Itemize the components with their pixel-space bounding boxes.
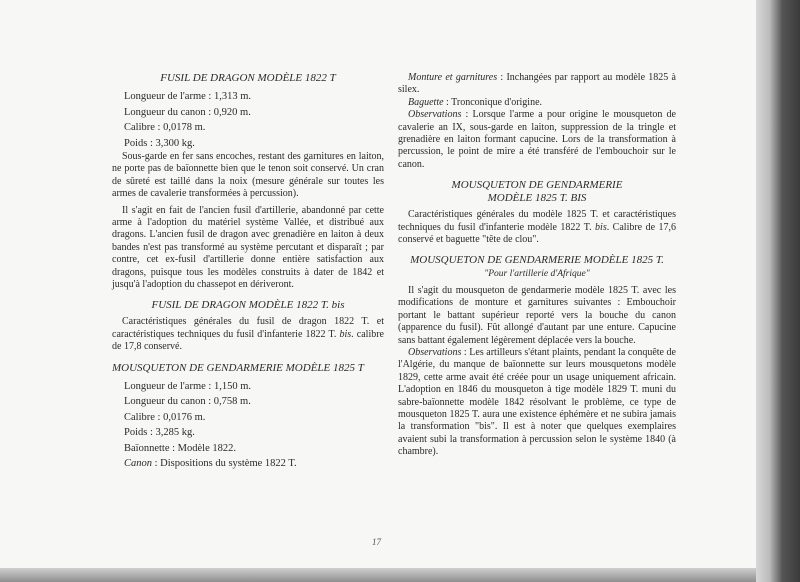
paragraph: Il s'agit en fait de l'ancien fusil d'artillerie, abandonné par cette arme à l'adoption du matériel système Vallée, et distribué aux dragons. L'ancien fusil de dragon avec grenadière en laiton à deux bandes n'est pas transformé au système percutant et disparaît ; par contre, cet ex-fusil d'artillerie donne entière satisfaction aux dragons, puisque tous les modèles construits à dater de 1842 et jusqu'à l'adoption du chassepot en dériveront. [112,204,384,291]
spec-length-barrel: Longueur du canon : 0,758 m. [124,396,251,408]
text: : Tronconique d'origine. [443,96,543,108]
spec-weight: Poids : 3,300 kg. [124,137,195,149]
spec-length-arm: Longueur de l'arme : 1,313 m. [124,91,251,102]
paragraph: Il s'agit du mousqueton de gendarmerie modèle 1825 T. avec les modifications de monture et garnitures suivantes : Embouchoir portant le battant supérieur reporté vers la bouche du canon (apparence du fusil). Fût allongé d'autant par une enture. Capucine sans battant également légèrement déplacée vers la bouche. [398,284,676,346]
spec-length-arm: Longueur de l'arme : 1,150 m. [124,380,251,392]
paragraph [398,72,676,97]
text: : Lorsque l'arme a pour origine le mousqueton de cavalerie an IX, sous-garde en laiton, suppression de la tringle et grenadière en laiton formant capucine. Lors de la transformation à percussion, le point de mire a été transféré de l'embouchoir sur le canon. [398,109,676,170]
spec-weight: Poids : 3,285 kg. [124,427,195,439]
right-column [398,72,676,459]
section-title-fusil-dragon-1822t-bis: FUSIL DE DRAGON MODÈLE 1822 T. bis [151,299,345,312]
section-title-mousqueton-1825t-bis [398,179,676,205]
section-title-mousqueton-1825t-afrique: MOUSQUETON DE GENDARMERIE MODÈLE 1825 T. [410,254,664,267]
label-italic: Canon [124,458,153,470]
text-italic: bis [595,221,607,233]
text: : Les artilleurs s'étant plaints, pendant la conquête de l'Algérie, du manque de baïonnette sur leurs mousquetons modèle 1829, cette arme avait été créée pour un usage uniquement africain. L'adoption en 1846 du mousqueton à tige modèle 1829 T. muni du sabre-baïonnette modèle 1842 résolvant le problème, ce type de mousqueton 1825 T. aura une existence éphémère et ne subira jamais la transformation "bis". Il est à noter que quelques exemplaires avaient subi la transformation à percussion selon le système 1840 (à chambre). [398,346,676,458]
section-title-fusil-dragon-1822t: FUSIL DE DRAGON MODÈLE 1822 T [160,72,336,84]
paragraph [398,109,676,171]
paragraph: Sous-garde en fer sans encoches, restant des garnitures en laiton, ne porte pas de baïonnette bien que le tenon soit conservé. Un cran de sûreté est taillé dans la noix (mesure générale sur toutes les armes de cavalerie transformées à percussion). [112,151,384,200]
book-spine [756,0,800,582]
text: Caractéristiques générales du fusil de dragon 1822 T. et caractéristiques techniques du fusil d'infanterie 1822 T. [112,316,384,340]
text: . calibre de 17,8 conservé. [112,328,384,353]
spec-bayonet: Baïonnette : Modèle 1822. [124,442,236,454]
paragraph [398,97,676,109]
label-italic: Observations [408,109,462,121]
spec-caliber: Calibre : 0,0176 m. [124,411,206,423]
title-line: MODÈLE 1825 T. BIS [487,192,587,205]
text-italic: bis [339,328,352,340]
paragraph [398,347,676,459]
label-italic: Observations [408,346,462,358]
label-italic: Monture et garnitures [408,72,498,83]
spec-caliber: Calibre : 0,0178 m. [124,122,206,133]
paragraph [112,316,384,353]
left-column [112,72,384,472]
section-subtitle: "Pour l'artillerie d'Afrique" [484,269,590,280]
text: : Inchangées par rapport au modèle 1825 à silex. [398,72,676,96]
text: . Calibre de 17,6 conservé et baguette "tête de clou". [398,221,676,246]
spec-canon [124,456,384,472]
text: Caractéristiques générales du modèle 1825 T. et caractéristiques techniques du fusil d'infanterie modèle 1822 T. [398,209,676,233]
spec-length-barrel: Longueur du canon : 0,920 m. [124,106,251,118]
page-number: 17 [372,537,381,547]
section-title-mousqueton-1825t: MOUSQUETON DE GENDARMERIE MODÈLE 1825 T [112,361,364,374]
paragraph [398,209,676,246]
text: : Dispositions du système 1822 T. [152,458,297,470]
label-italic: Baguette [408,96,444,108]
title-line: MOUSQUETON DE GENDARMERIE [451,179,623,192]
page-bottom-edge [0,568,756,582]
